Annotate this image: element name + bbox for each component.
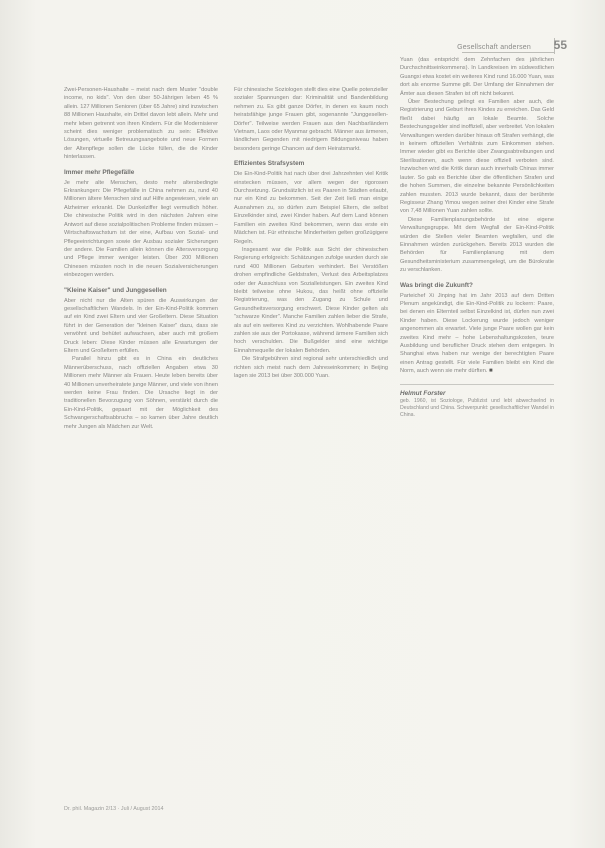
paragraph: Diese Familienplanungsbehörde ist eine eigene Verwaltungsgruppe. Mit dem Wegfall der Ein-Kind-Politik würden die Stellen vieler Beamten wegfallen, und die Einnahmen würden zurückgehen. Bereits 2013 wurden die Behörden für Familienplanung mit dem Gesundheitsministerium zusammengelegt, um die Bürokratie zu verschlanken.	[400, 216, 554, 274]
subheading: Was bringt die Zukunft?	[400, 281, 473, 289]
subheading: Effizientes Strafsystem	[234, 160, 305, 168]
author-bio: geb. 1960, ist Soziologe, Publizist und lebt abwechselnd in Deutschland und China. Schwerpunkt: gesellschaftlicher Wandel in China.	[400, 397, 554, 419]
paragraph: Yuan (das entspricht dem Zehnfachen des jährlichen Durchschnittseinkommens). In Landkreisen im südwestlichen Guangxi etwa kostet ein weiteres Kind rund 16.000 Yuan, was dort als enorme Summe gilt. Der Umfang der Einnahmen der Ämter aus diesen Strafen ist oft nicht bekannt.	[400, 57, 554, 97]
end-mark-icon: ■	[488, 368, 493, 375]
paragraph: Die Ein-Kind-Politik hat nach über drei Jahrzehnten viel Kritik einstecken müssen, vor allem wegen der rigorosen Durchsetzung. Grundsätzlich ist es Paaren in Städten erlaubt, nur ein Kind zu bekommen. Seit der Zeit ließ man einige Ausnahmen zu, so dürfen zum Beispiel Eltern, die selbst Einzelkinder sind, zwei Kinder haben. Auf dem Land können Familien ein zweites Kind bekommen, wenn das erste ein Mädchen ist. Für ethnische Minderheiten gelten großzügigere Regeln.	[234, 171, 388, 245]
paragraph-text: Parteichef Xi Jinping hat im Jahr 2013 auf dem Dritten Plenum angekündigt, die Ein-Kind-Politik zu lockern: Paare, bei denen ein Elternteil selbst Einzelkind ist, dürfen nun zwei Kinder haben. Diese Lockerung wurde jedoch weniger angenommen als erwartet. Viele junge Paare wollen gar kein zweites Kind mehr – hohe Lebenshaltungskosten, teure Ausbildung und beruflicher Druck stehen dem entgegen. In Shanghai etwa haben nur wenige der berechtigten Paare einen Antrag gestellt. Für viele Familien bleibt ein Kind die Norm, auch wenn sie mehr dürften.	[400, 292, 554, 375]
paragraph: Insgesamt war die Politik aus Sicht der chinesischen Regierung erfolgreich: Schätzungen zufolge wurden durch sie rund 400 Millionen Geburten verhindert. Bei Verstößen drohen empfindliche Geldstrafen, Verlust des Arbeitsplatzes oder der Ausschluss von Sozialleistungen. Ein zweites Kind bleibt teilweise ohne Hukou, das heißt ohne offizielle Registrierung, was den Zugang zu Schule und Gesundheitsversorgung erschwert. Diese Kinder gelten als "schwarze Kinder". Manche Familien zahlen lieber die Strafe, als auf ein weiteres Kind zu verzichten. Wohlhabende Paare zahlen sie aus der Portokasse, während ärmere Familien sich hoch verschulden. Die Bußgelder sind eine wichtige Einnahmequelle der lokalen Behörden.	[234, 246, 388, 354]
paragraph: Je mehr alte Menschen, desto mehr altersbedingte Erkrankungen: Die Pflegefälle in China nehmen zu, rund 40 Millionen ältere Menschen sind auf Hilfe angewiesen, viele an Alzheimer erkrankt. Die Dunkelziffer liegt vermutlich höher. Die chinesische Politik wird in den nächsten Jahren eine Antwort auf diese sozialpolitischen Probleme finden müssen – Wirtschaftswachstum ist der eine, Aufbau von Sozial- und Pflegeeinrichtungen sowie der Ausbau sozialer Sicherungen der andere. Die Familien allein können die Altersversorgung und Pflege immer weniger leisten. Über 200 Millionen Chinesen müssten noch in die neuen Sozialversicherungen einbezogen werden.	[64, 179, 218, 279]
paragraph: Parallel hinzu gibt es in China ein deutliches Männerüberschuss, nach offiziellen Angaben etwa 30 Millionen mehr Männer als Frauen. Heute leben bereits über 40 Millionen unverheiratete junge Männer, und viele von ihnen werden keine Frau finden. Die Ursache liegt in der traditionellen Bevorzugung von Söhnen, verstärkt durch die Ein-Kind-Politik, gepaart mit der Möglichkeit des Schwangerschaftsabbruchs – so kamen über Jahre deutlich mehr Jungen als Mädchen zur Welt.	[64, 356, 218, 430]
paragraph: Die Strafgebühren sind regional sehr unterschiedlich und richten sich meist nach dem Jahreseinkommen; in Beijing lagen sie 2013 bei über 300.000 Yuan.	[234, 356, 388, 379]
paragraph: Über Bestechung gelingt es Familien aber auch, die Registrierung und Geburt ihres Kindes zu erreichen. Das Geld fließt dabei häufig an lokale Beamte. Solche Bestechungsgelder sind inoffiziell, aber verbreitet. Von lokalen Verwaltungen werden darüber hinaus oft Strafen verhängt, die in keinem offiziellen Verhältnis zum Einkommen stehen. Immer wieder gibt es Berichte über Zwangsabtreibungen und Sterilisationen, auch wenn diese offiziell verboten sind. Inzwischen wird die Kritik daran auch innerhalb Chinas immer lauter. So gab es Berichte über die öffentlichen Strafen und die hohen Summen, die einzelne bekannte Persönlichkeiten zahlen mussten. 2013 wurde bekannt, dass der berühmte Regisseur Zhang Yimou wegen seiner drei Kinder eine Strafe von 7,48 Millionen Yuan zahlen sollte.	[400, 99, 554, 215]
paragraph: Aber nicht nur die Alten spüren die Auswirkungen der gesellschaftlichen Wandels. In der Ein-Kind-Politik kommen auf ein Kind zwei Eltern und vier Großeltern. Diese Situation führt in der Generation der "kleinen Kaiser" dazu, dass sie verwöhnt und behütet aufwachsen, aber auch mit großem Druck leben: Diese Kinder müssen alle Erwartungen der Eltern und Großeltern erfüllen.	[64, 297, 218, 354]
header-rule	[462, 52, 554, 53]
text-column-1	[64, 86, 218, 431]
paragraph: Zwei-Personen-Haushalte – meist nach dem Muster "double income, no kids". Von den über 50-Jährigen leben 45 % allein. 127 Millionen Senioren (über 65 Jahre) sind inzwischen 88 Millionen Haushalte, ein Drittel davon lebt allein. Mehr und mehr leben getrennt von ihren Kindern. Für die Modernisierer scheint dies weniger problematisch zu sein: Effektive Lösungen, virtuelle Betreuungsangebote und neue Formen der Altenpflege sollen die Lücke füllen, die die Kinder hinterlassen.	[64, 87, 218, 161]
bio-divider	[400, 384, 554, 385]
paragraph	[400, 292, 554, 376]
running-head: Gesellschaft andersen	[457, 44, 531, 51]
text-column-2	[234, 86, 388, 380]
paragraph: Für chinesische Soziologen stellt dies eine Quelle potenzieller sozialer Spannungen dar: Kriminalität und Bandenbildung nehmen zu. Es gibt ganze Dörfer, in denen es kaum noch heiratsfähige junge Frauen gibt, sogenannte "Junggesellen-Dörfer". Teilweise werden Frauen aus den Nachbarländern Vietnam, Laos oder Myanmar gebracht. Männer aus ärmeren, ländlichen Gegenden mit niedrigem Bildungsniveau haben besonders geringe Chancen auf dem Heiratsmarkt.	[234, 87, 388, 152]
subheading: "Kleine Kaiser" und Junggesellen	[64, 286, 167, 294]
footer-credit: Dr. phil. Magazin 2/13 · Juli / August 2014	[64, 806, 164, 812]
author-name: Helmut Forster	[400, 389, 446, 397]
subheading: Immer mehr Pflegefälle	[64, 168, 135, 176]
text-column-3	[400, 56, 554, 419]
page-number: 55	[553, 38, 567, 52]
